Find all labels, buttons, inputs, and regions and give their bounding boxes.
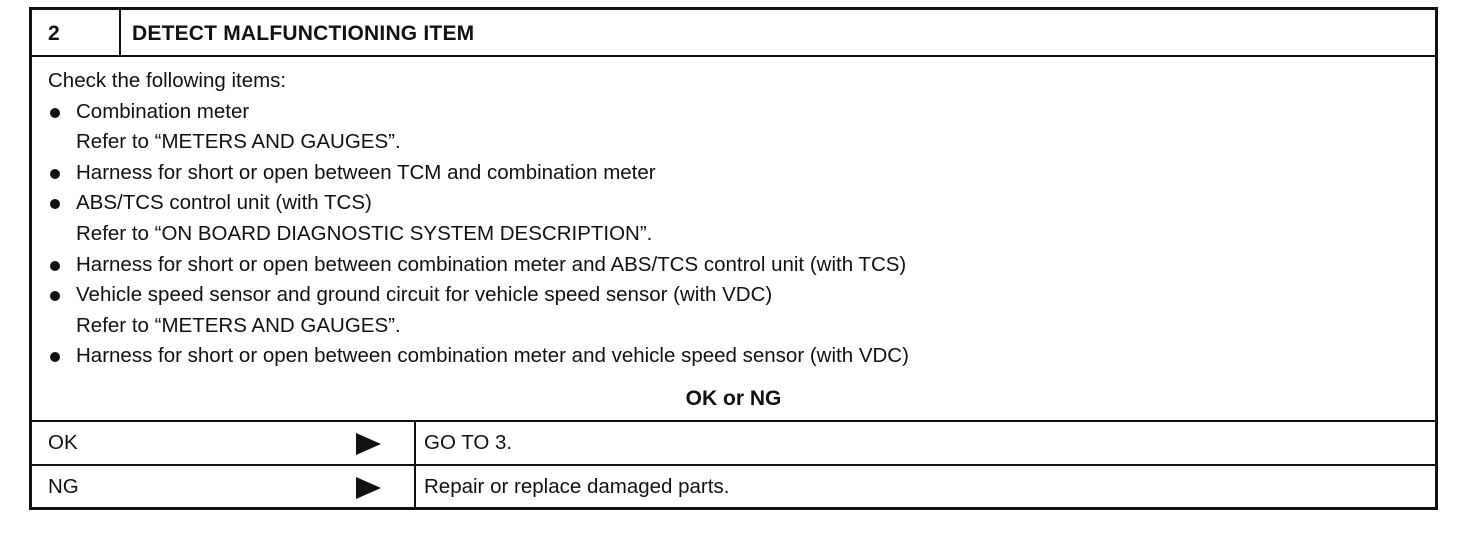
result-action: GO TO 3.	[424, 431, 513, 454]
check-item-text: Vehicle speed sensor and ground circuit for vehicle speed sensor (with VDC)	[76, 283, 773, 307]
check-item-reference: Refer to “ON BOARD DIAGNOSTIC SYSTEM DESCRIPTION”.	[76, 221, 653, 245]
bullet-icon	[50, 199, 60, 209]
arrow-right-icon	[356, 477, 381, 499]
row-divider	[414, 422, 416, 464]
bullet-icon	[50, 352, 60, 362]
result-label: OK	[48, 431, 78, 454]
result-row-ok	[32, 420, 1435, 464]
bullet-icon	[50, 169, 60, 179]
check-item-reference: Refer to “METERS AND GAUGES”.	[76, 313, 401, 337]
result-action: Repair or replace damaged parts.	[424, 475, 730, 498]
result-row-ng	[32, 464, 1435, 508]
check-item	[48, 280, 1418, 341]
diagnostic-step-table	[29, 7, 1438, 510]
bullet-icon	[50, 261, 60, 271]
step-body	[48, 66, 1418, 372]
check-item	[48, 341, 1418, 372]
result-heading: OK or NG	[685, 387, 782, 410]
check-item-text: Combination meter	[76, 99, 250, 123]
intro-text: Check the following items:	[48, 69, 287, 92]
arrow-right-icon	[356, 433, 381, 455]
check-item	[48, 97, 1418, 158]
check-item	[48, 188, 1418, 249]
bullet-icon	[50, 291, 60, 301]
header-divider	[119, 10, 121, 55]
check-item	[48, 250, 1418, 281]
step-title: DETECT MALFUNCTIONING ITEM	[132, 22, 475, 45]
check-item-text: Harness for short or open between combination meter and ABS/TCS control unit (with TCS)	[76, 252, 907, 276]
step-number: 2	[48, 22, 60, 45]
check-item	[48, 158, 1418, 189]
row-divider	[414, 466, 416, 508]
check-item-text: ABS/TCS control unit (with TCS)	[76, 191, 372, 215]
check-item-reference: Refer to “METERS AND GAUGES”.	[76, 130, 401, 154]
bullet-icon	[50, 108, 60, 118]
step-header	[32, 10, 1435, 57]
result-label: NG	[48, 475, 79, 498]
check-item-text: Harness for short or open between TCM and combination meter	[76, 160, 656, 184]
check-item-text: Harness for short or open between combination meter and vehicle speed sensor (with VDC)	[76, 344, 909, 368]
